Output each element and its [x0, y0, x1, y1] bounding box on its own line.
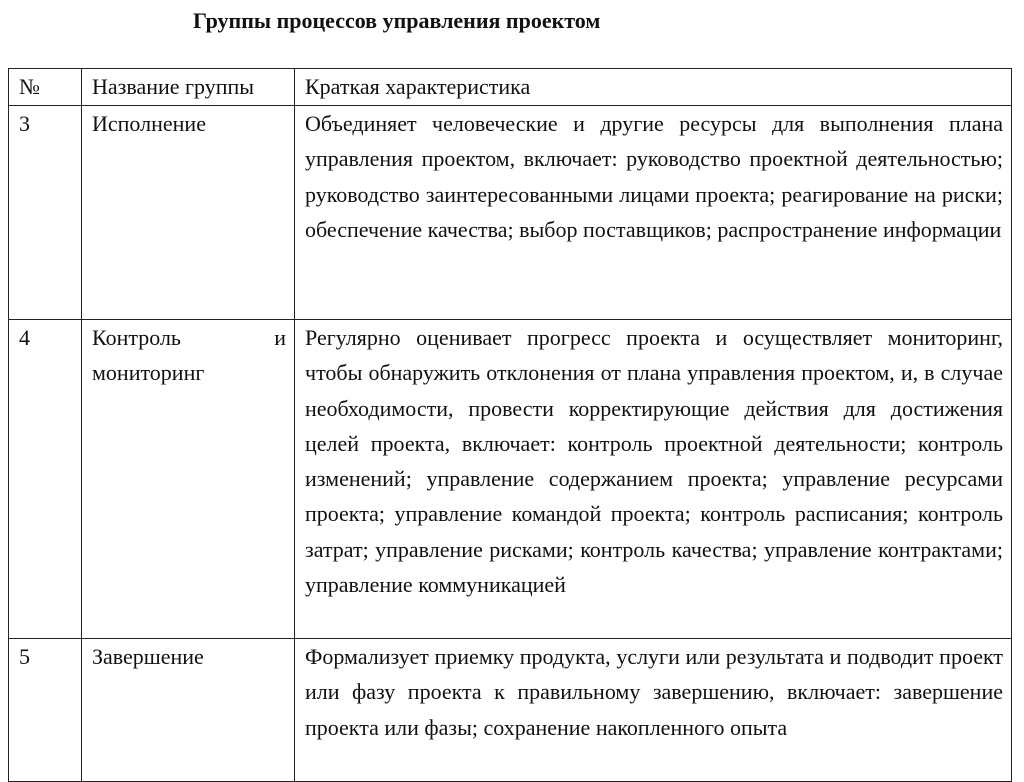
row-number: 3 [9, 106, 82, 320]
header-number: № [9, 69, 82, 106]
header-description: Краткая характеристика [295, 69, 1012, 106]
header-group-name: Название группы [82, 69, 295, 106]
process-groups-table [8, 68, 1012, 782]
row-description: Объединяет человеческие и другие ресурсы для выполнения плана управления проектом, включает: руководство проектной деятельностью; руководство заинтересованными лицами проекта; реагирование на риски; обеспечение качества; выбор поставщиков; распространение информации [295, 106, 1012, 320]
table-row [9, 106, 1012, 320]
table-row [9, 320, 1012, 639]
page-title: Группы процессов управления проектом [193, 8, 601, 33]
table-header-row [9, 69, 1012, 106]
row-description: Регулярно оценивает прогресс проекта и осуществляет мониторинг, чтобы обнаружить отклонения от плана управления проектом, и, в случае необходимости, провести корректирующие действия для достижения целей проекта, включает: контроль проектной деятельности; контроль изменений; управление содержанием проекта; управление ресурсами проекта; управление командой проекта; контроль расписания; контроль затрат; управление рисками; контроль качества; управление контрактами; управление коммуникацией [295, 320, 1012, 639]
row-group-name: Контроль и мониторинг [82, 320, 295, 639]
row-group-name: Исполнение [82, 106, 295, 320]
row-description: Формализует приемку продукта, услуги или результата и подводит проект или фазу проекта к правильному завершению, включает: завершение проекта или фазы; сохранение накопленного опыта [295, 639, 1012, 782]
row-group-name: Завершение [82, 639, 295, 782]
row-number: 5 [9, 639, 82, 782]
table-row [9, 639, 1012, 782]
row-number: 4 [9, 320, 82, 639]
